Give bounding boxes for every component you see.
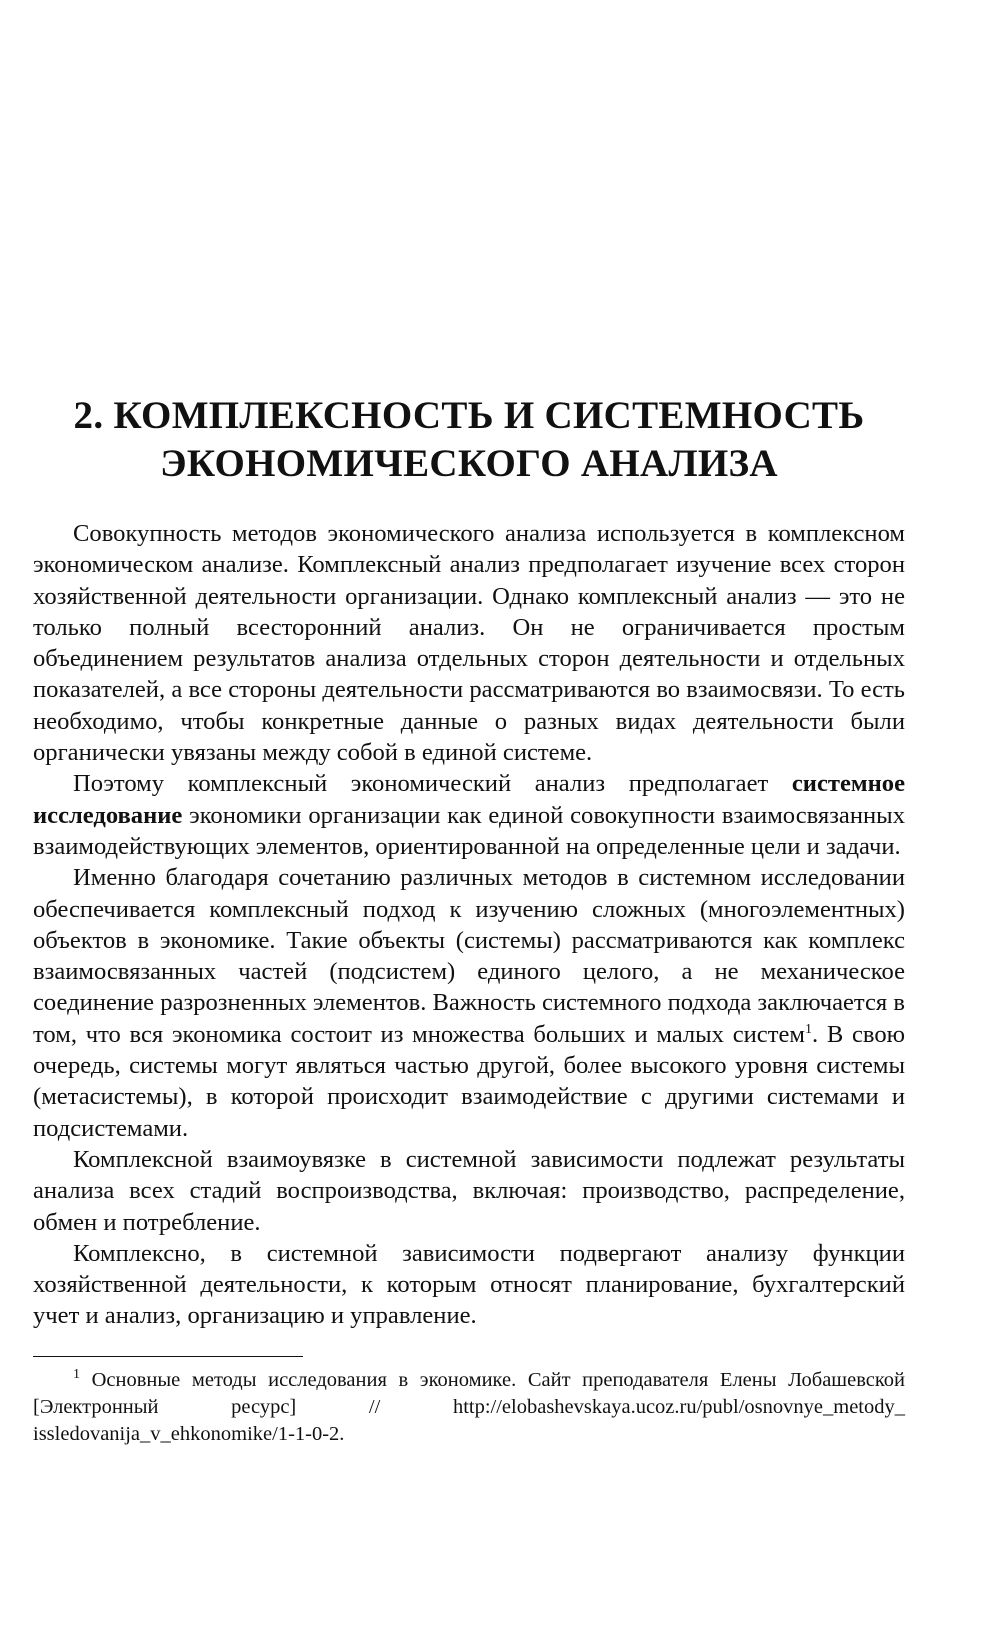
paragraph-4: Комплексной взаимоувязке в системной зависимости подлежат результаты анализа всех стадий воспроизводства, включая: производство, распределение, обмен и потребление. — [33, 1145, 905, 1236]
footnote-reference-mark[interactable]: 1 — [804, 1021, 812, 1037]
paragraph-3-text-before: Именно благодаря сочетанию различных методов в системном исследовании обеспечивается комплексный подход к изучению сложных (многоэлементных) объектов в экономике. Такие объекты (системы) рассматриваются как комплекс взаимосвязанных частей (подсистем) единого целого, а не механическое соединение разрозненных элементов. Важность системного подхода заключается в том, что вся экономика состоит из множества больших и малых систем — [33, 864, 905, 1048]
footnote-mark: 1 — [73, 1366, 80, 1382]
paragraph-3 — [33, 862, 905, 1144]
paragraph-5: Комплексно, в системной зависимости подвергают анализу функции хозяйственной деятельности, к которым относят планирование, бухгалтерский учет и анализ, организацию и управление. — [33, 1239, 905, 1330]
footnote-text: Основные методы исследования в экономике. Сайт преподавателя Елены Лобашевской [Электронный ресурс] // http://elobashevskaya.ucoz.ru/publ/osnovnye_metody_ issledovanija_v_ehkonomike/1-1-0-2. — [33, 1368, 905, 1445]
chapter-title-line-1: 2. КОМПЛЕКСНОСТЬ И СИСТЕМНОСТЬ — [73, 394, 865, 437]
paragraph-2 — [33, 768, 905, 862]
paragraph-3-text-after: . В свою очередь, системы могут являться частью другой, более высокого уровня системы (метасистемы), в которой происходит взаимодействие с другими системами и подсистемами. — [33, 1020, 905, 1142]
paragraph-2-text-after: экономики организации как единой совокупности взаимосвязанных взаимодействующих элементов, ориентированной на определенные цели и задачи. — [33, 801, 905, 860]
footnote — [33, 1367, 905, 1448]
paragraph-2-bold-term: системное исследование — [33, 770, 905, 829]
chapter-title-line-2: ЭКОНОМИЧЕСКОГО АНАЛИЗА — [160, 442, 778, 485]
footnote-divider — [33, 1356, 303, 1357]
paragraph-1: Совокупность методов экономического анализа используется в комплексном экономическом анализе. Комплексный анализ предполагает изучение всех сторон хозяйственной деятельности организации. Однако комплексный анализ — это не только полный всесторонний анализ. Он не ограничивается простым объединением результатов анализа отдельных сторон деятельности и отдельных показателей, а все стороны деятельности рассматриваются во взаимосвязи. То есть необходимо, чтобы конкретные данные о разных видах деятельности были органически увязаны между собой в единой системе. — [33, 520, 905, 767]
page-content — [33, 392, 905, 1448]
chapter-title — [33, 392, 905, 488]
paragraph-2-text-before: Поэтому комплексный экономический анализ предполагает — [73, 770, 792, 798]
